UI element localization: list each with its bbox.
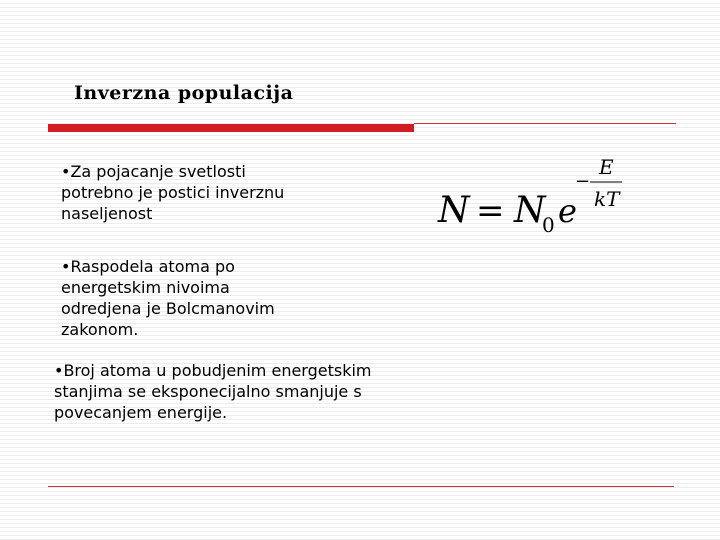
accent-bar <box>48 124 414 132</box>
formula-exponent-sign: − <box>575 171 591 192</box>
formula-exponent-numerator: E <box>599 155 614 179</box>
formula-exponent-denominator: kT <box>594 187 620 211</box>
formula-base: N <box>514 190 546 231</box>
title-divider <box>414 123 676 124</box>
bullet-paragraph: •Za pojacanje svetlosti potrebno je postici inverznu naseljenost <box>61 162 285 223</box>
boltzmann-formula <box>430 150 640 240</box>
bullet-paragraph: •Raspodela atoma po energetskim nivoima odredjena je Bolcmanovim zakonom. <box>61 257 275 339</box>
formula-base-subscript: 0 <box>542 213 555 237</box>
footer-divider <box>48 486 674 487</box>
slide-title: Inverzna populacija <box>74 82 294 104</box>
bullet-paragraph: •Broj atoma u pobudjenim energetskim stanjima se eksponecijalno smanjuje s povecanjem energije. <box>54 361 372 422</box>
formula-equals: = <box>476 191 505 231</box>
formula-exp-base: e <box>558 192 577 230</box>
formula-lhs: N <box>438 190 470 231</box>
